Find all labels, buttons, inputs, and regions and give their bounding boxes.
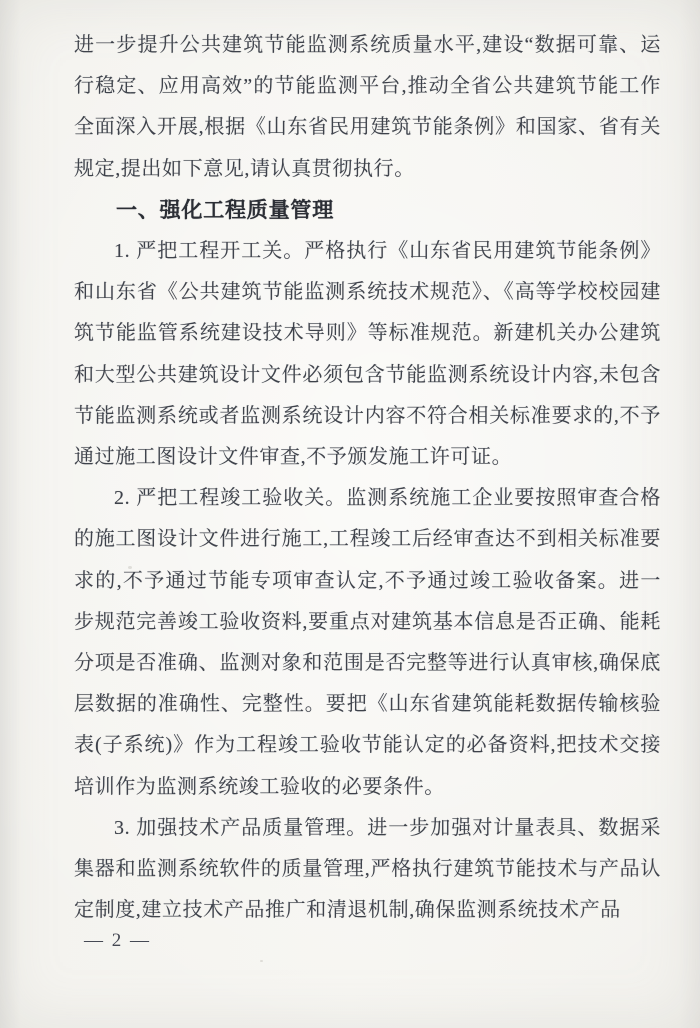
- scan-noise-speck: [128, 566, 132, 569]
- paragraph-item-3: 3. 加强技术产品质量管理。进一步加强对计量表具、数据采集器和监测系统软件的质量管理,严格执行建筑节能技术与产品认定制度,建立技术产品推广和清退机制,确保监测系统技术产品: [74, 816, 661, 922]
- paragraph-item-1: 1. 严把工程开工关。严格执行《山东省民用建筑节能条例》和山东省《公共建筑节能监测系统技术规范》、《高等学校校园建筑节能监管系统建设技术导则》等标准规范。新建机关办公建筑和大型公共建筑设计文件必须包含节能监测系统设计内容,未包含节能监测系统或者监测系统设计内容不符合相关标准要求的,不予通过施工图设计文件审查,不予颁发施工许可证。: [74, 240, 661, 469]
- paragraph-intro-continuation: 进一步提升公共建筑节能监测系统质量水平,建设“数据可靠、运行稳定、应用高效”的节能监测平台,推动全省公共建筑节能工作全面深入开展,根据《山东省民用建筑节能条例》和国家、省有关规定,提出如下意见,请认真贯彻执行。: [74, 34, 661, 180]
- scan-noise-speck: [260, 960, 263, 962]
- paragraph-item-2: 2. 严把工程竣工验收关。监测系统施工企业要按照审查合格的施工图设计文件进行施工,工程竣工后经审查达不到相关标准要求的,不予通过节能专项审查认定,不予通过竣工验收备案。进一步规范完善竣工验收资料,要重点对建筑基本信息是否正确、能耗分项是否准确、监测对象和范围是否完整等进行认真审核,确保底层数据的准确性、完整性。要把《山东省建筑能耗数据传输核验表(子系统)》作为工程竣工验收节能认定的必备资料,把技术交接培训作为监测系统竣工验收的必要条件。: [74, 487, 661, 798]
- document-body: [74, 25, 661, 931]
- scan-noise-speck: [612, 330, 615, 333]
- section-heading-1: 一、强化工程质量管理: [116, 198, 334, 222]
- page-number: — 2 —: [84, 930, 151, 951]
